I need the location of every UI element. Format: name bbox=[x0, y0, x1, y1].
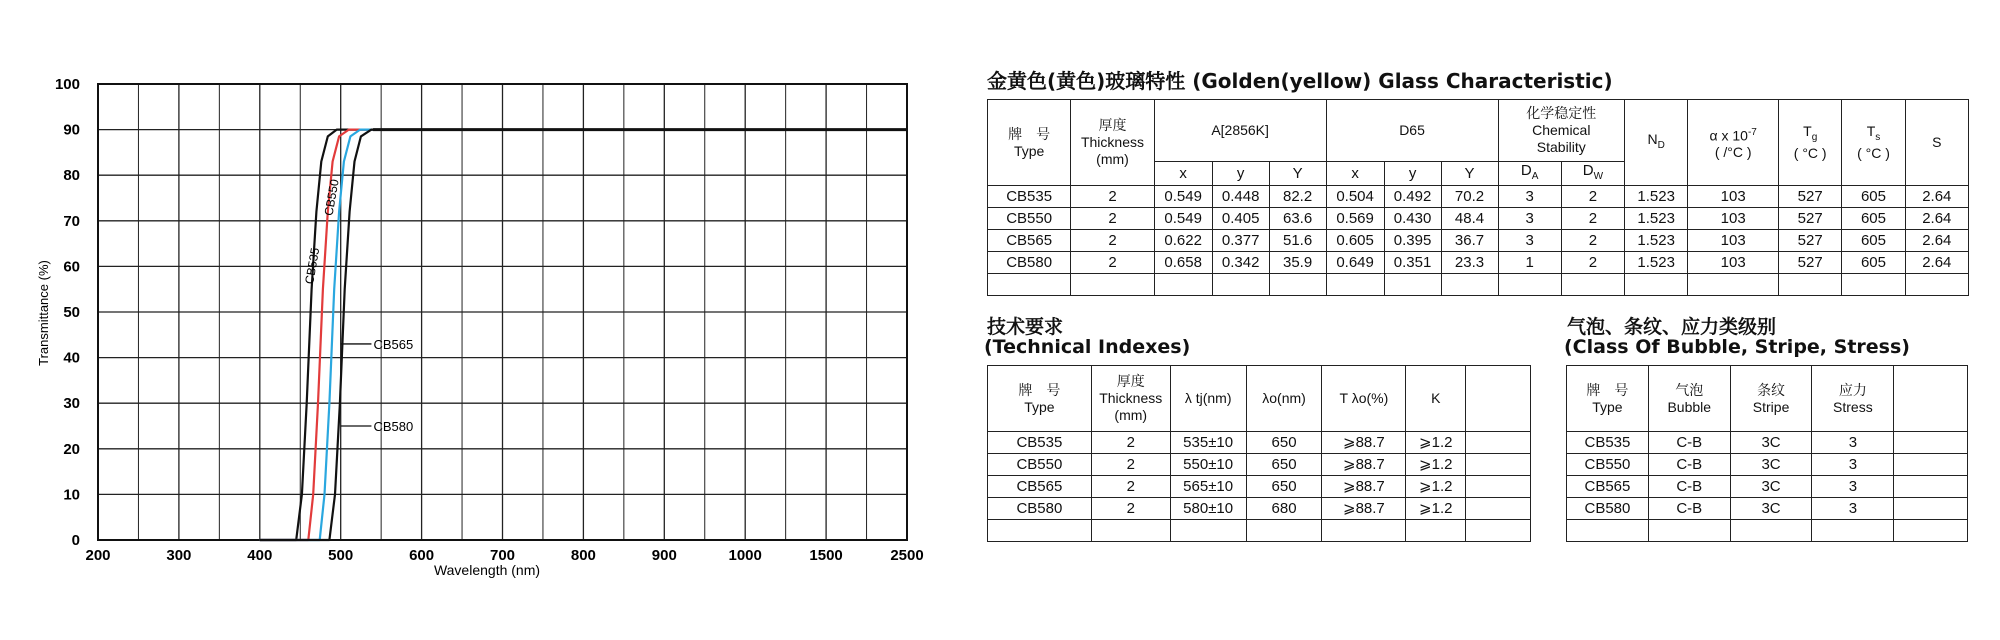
table-cell: 63.6 bbox=[1269, 208, 1326, 230]
header-type bbox=[1567, 366, 1649, 432]
table-cell: 2 bbox=[1091, 454, 1170, 476]
header-ts-unit: ( °C ) bbox=[1857, 145, 1890, 162]
table-cell: 2 bbox=[1091, 476, 1170, 498]
table-cell: 527 bbox=[1779, 208, 1842, 230]
subheader-d65-x: x bbox=[1326, 162, 1384, 186]
header-thickness-unit: (mm) bbox=[1114, 407, 1148, 423]
bubble-header-row bbox=[1567, 366, 1968, 432]
table-cell: 2.64 bbox=[1905, 186, 1968, 208]
header-type-en: Type bbox=[1592, 398, 1623, 415]
y-tick-label: 70 bbox=[63, 212, 80, 230]
header-ts-sub: s bbox=[1875, 131, 1881, 143]
curve-label-cb565: CB565 bbox=[373, 336, 414, 352]
header-bubble-en: Bubble bbox=[1667, 398, 1712, 415]
chart-tick-labels bbox=[55, 76, 924, 564]
table-cell: 2.64 bbox=[1905, 252, 1968, 274]
table-row bbox=[988, 252, 1969, 274]
transmittance-chart bbox=[0, 0, 960, 640]
header-type-en: Type bbox=[1013, 142, 1045, 159]
y-tick-label: 30 bbox=[63, 395, 80, 413]
technical-header-row bbox=[988, 366, 1531, 432]
table-cell: 0.504 bbox=[1326, 186, 1384, 208]
curve-label-cb535: CB535 bbox=[302, 246, 323, 286]
header-lambda-o: λo(nm) bbox=[1246, 366, 1322, 432]
x-tick-label: 1500 bbox=[809, 547, 843, 564]
curve-label-cb580: CB580 bbox=[373, 419, 414, 434]
subheader-d65-Y: Y bbox=[1441, 162, 1498, 186]
x-tick-label: 400 bbox=[247, 547, 273, 564]
table-cell: C-B bbox=[1648, 454, 1730, 476]
table-cell: 565±10 bbox=[1170, 476, 1246, 498]
table-cell: CB565 bbox=[988, 230, 1071, 252]
table-row bbox=[988, 454, 1531, 476]
table-cell: 36.7 bbox=[1441, 230, 1498, 252]
table-cell: ⩾1.2 bbox=[1406, 498, 1466, 520]
table-cell: 0.377 bbox=[1212, 230, 1269, 252]
header-t-lambda-o: T λo(%) bbox=[1322, 366, 1406, 432]
header-ts bbox=[1842, 100, 1905, 186]
table-cell: 605 bbox=[1842, 208, 1905, 230]
table-cell: 1.523 bbox=[1625, 252, 1688, 274]
header-nd-main: N bbox=[1647, 131, 1658, 148]
table-row-empty bbox=[988, 274, 1969, 296]
header-s: S bbox=[1905, 100, 1968, 186]
header-chem-en1: Chemical bbox=[1532, 122, 1591, 138]
characteristics-title: 金黄色(黄色)玻璃特性 (Golden(yellow) Glass Characteristic) bbox=[987, 69, 1613, 93]
table-cell: CB580 bbox=[988, 252, 1071, 274]
x-axis-label: Wavelength (nm) bbox=[433, 562, 541, 578]
header-empty bbox=[1894, 366, 1968, 432]
curve-label-cb550: CB550 bbox=[321, 178, 342, 217]
table-cell: 2 bbox=[1561, 230, 1624, 252]
table-cell: 2 bbox=[1561, 252, 1624, 274]
characteristics-header-row bbox=[988, 100, 1969, 162]
header-stress-cn: 应力 bbox=[1838, 381, 1867, 398]
y-tick-label: 10 bbox=[63, 486, 80, 504]
header-type bbox=[988, 366, 1092, 432]
table-cell: 3 bbox=[1498, 208, 1561, 230]
table-cell: 3C bbox=[1730, 454, 1812, 476]
table-cell: 0.569 bbox=[1326, 208, 1384, 230]
table-cell: 0.605 bbox=[1326, 230, 1384, 252]
table-cell: 103 bbox=[1688, 208, 1779, 230]
y-tick-label: 80 bbox=[63, 167, 80, 185]
table-cell: ⩾1.2 bbox=[1406, 432, 1466, 454]
table-cell: 0.622 bbox=[1154, 230, 1212, 252]
table-cell: ⩾1.2 bbox=[1406, 454, 1466, 476]
table-cell: 580±10 bbox=[1170, 498, 1246, 520]
header-thickness-unit: (mm) bbox=[1096, 151, 1129, 167]
table-cell: CB550 bbox=[988, 454, 1092, 476]
table-cell: ⩾88.7 bbox=[1322, 476, 1406, 498]
table-cell: 2 bbox=[1561, 186, 1624, 208]
table-cell: 35.9 bbox=[1269, 252, 1326, 274]
header-type-cn: 牌 号 bbox=[1018, 381, 1061, 398]
table-cell: 650 bbox=[1246, 432, 1322, 454]
header-type-cn: 牌 号 bbox=[1586, 381, 1629, 398]
header-type-cn: 牌 号 bbox=[1008, 125, 1051, 142]
x-tick-label: 700 bbox=[489, 547, 516, 564]
subheader-d65-y: y bbox=[1384, 162, 1441, 186]
header-thickness-en: Thickness bbox=[1080, 134, 1144, 150]
table-cell: 3 bbox=[1812, 476, 1894, 498]
header-alpha bbox=[1688, 100, 1779, 186]
table-row bbox=[1567, 432, 1968, 454]
header-stripe bbox=[1730, 366, 1812, 432]
table-cell: 51.6 bbox=[1269, 230, 1326, 252]
header-nd-sub: D bbox=[1657, 139, 1665, 151]
header-stripe-en: Stripe bbox=[1752, 398, 1790, 415]
header-thickness bbox=[1091, 366, 1170, 432]
table-cell: 605 bbox=[1842, 186, 1905, 208]
technical-title-cn: 技术要求 bbox=[987, 316, 1064, 338]
table-cell: 0.351 bbox=[1384, 252, 1441, 274]
table-cell: C-B bbox=[1648, 498, 1730, 520]
table-cell: 0.395 bbox=[1384, 230, 1441, 252]
header-type bbox=[988, 100, 1071, 186]
header-tg-main: T bbox=[1803, 122, 1812, 139]
table-cell: 103 bbox=[1688, 252, 1779, 274]
table-cell: 2 bbox=[1091, 432, 1170, 454]
table-cell: C-B bbox=[1648, 476, 1730, 498]
header-tg-unit: ( °C ) bbox=[1793, 145, 1827, 162]
chart-grid bbox=[98, 84, 907, 540]
table-cell: 527 bbox=[1779, 230, 1842, 252]
table-row-empty bbox=[988, 520, 1531, 542]
header-tg-sub: g bbox=[1811, 131, 1818, 143]
table-cell: 0.405 bbox=[1212, 208, 1269, 230]
header-stress bbox=[1812, 366, 1894, 432]
table-cell: 0.549 bbox=[1154, 208, 1212, 230]
table-cell: 650 bbox=[1246, 454, 1322, 476]
table-cell: 2 bbox=[1071, 186, 1154, 208]
table-cell: 82.2 bbox=[1269, 186, 1326, 208]
header-thickness-en: Thickness bbox=[1099, 390, 1163, 406]
header-alpha-sup: -7 bbox=[1747, 126, 1757, 138]
x-tick-label: 1000 bbox=[728, 547, 762, 564]
table-cell: 3C bbox=[1730, 432, 1812, 454]
header-bubble bbox=[1648, 366, 1730, 432]
table-row bbox=[988, 432, 1531, 454]
subheader-a-x: x bbox=[1154, 162, 1212, 186]
table-cell: 3C bbox=[1730, 498, 1812, 520]
header-thickness-cn: 厚度 bbox=[1116, 373, 1145, 389]
table-cell: 2 bbox=[1071, 208, 1154, 230]
table-cell: 103 bbox=[1688, 230, 1779, 252]
table-cell: 535±10 bbox=[1170, 432, 1246, 454]
table-cell: CB535 bbox=[1567, 432, 1649, 454]
y-tick-label: 20 bbox=[63, 440, 80, 458]
header-bubble-cn: 气泡 bbox=[1675, 381, 1704, 398]
table-cell: 0.658 bbox=[1154, 252, 1212, 274]
table-cell: 1.523 bbox=[1625, 230, 1688, 252]
header-tg bbox=[1779, 100, 1842, 186]
characteristics-table bbox=[987, 99, 1969, 296]
header-type-en: Type bbox=[1024, 398, 1055, 415]
header-empty bbox=[1466, 366, 1531, 432]
table-cell: CB580 bbox=[1567, 498, 1649, 520]
y-tick-label: 100 bbox=[54, 76, 80, 93]
y-tick-label: 40 bbox=[63, 349, 80, 367]
table-cell: 3C bbox=[1730, 476, 1812, 498]
y-tick-label: 50 bbox=[63, 304, 80, 321]
table-row bbox=[988, 208, 1969, 230]
table-cell: 1.523 bbox=[1625, 208, 1688, 230]
table-cell: 3 bbox=[1812, 498, 1894, 520]
header-alpha-unit: ( /°C ) bbox=[1714, 144, 1752, 161]
table-cell: ⩾1.2 bbox=[1406, 476, 1466, 498]
table-cell: 605 bbox=[1842, 252, 1905, 274]
table-row bbox=[988, 498, 1531, 520]
table-cell: C-B bbox=[1648, 432, 1730, 454]
table-cell: 3 bbox=[1812, 454, 1894, 476]
x-tick-label: 900 bbox=[651, 547, 677, 564]
table-cell: CB550 bbox=[988, 208, 1071, 230]
x-tick-label: 500 bbox=[328, 547, 354, 564]
y-axis-label: Transmittance (%) bbox=[36, 260, 51, 366]
x-tick-label: 200 bbox=[85, 547, 111, 564]
table-cell: 0.342 bbox=[1212, 252, 1269, 274]
table-cell: 2.64 bbox=[1905, 230, 1968, 252]
header-chem-en2: Stability bbox=[1536, 139, 1586, 155]
table-cell: 2 bbox=[1071, 230, 1154, 252]
header-thickness bbox=[1071, 100, 1154, 186]
technical-title-en: (Technical Indexes) bbox=[984, 336, 1191, 358]
table-row-empty bbox=[1567, 520, 1968, 542]
header-stripe-cn: 条纹 bbox=[1757, 381, 1786, 398]
table-row bbox=[1567, 454, 1968, 476]
header-thickness-cn: 厚度 bbox=[1098, 117, 1127, 133]
table-cell: 23.3 bbox=[1441, 252, 1498, 274]
table-cell: 0.430 bbox=[1384, 208, 1441, 230]
header-stress-en: Stress bbox=[1833, 398, 1873, 415]
bubble-title-cn: 气泡、条纹、应力类级别 bbox=[1567, 316, 1777, 338]
technical-table bbox=[987, 365, 1531, 542]
header-k: K bbox=[1406, 366, 1466, 432]
table-row bbox=[988, 186, 1969, 208]
table-cell: 605 bbox=[1842, 230, 1905, 252]
table-cell: CB550 bbox=[1567, 454, 1649, 476]
subheader-dw-sub: W bbox=[1593, 170, 1604, 182]
table-cell: 2.64 bbox=[1905, 208, 1968, 230]
table-cell: 0.492 bbox=[1384, 186, 1441, 208]
table-cell: 1 bbox=[1498, 252, 1561, 274]
table-row bbox=[1567, 476, 1968, 498]
x-tick-label: 800 bbox=[570, 547, 596, 564]
table-cell: 650 bbox=[1246, 476, 1322, 498]
table-row bbox=[1567, 498, 1968, 520]
subheader-dw bbox=[1561, 162, 1624, 186]
header-lambda-tj: λ tj(nm) bbox=[1170, 366, 1246, 432]
header-chem-cn: 化学稳定性 bbox=[1526, 105, 1597, 121]
x-tick-label: 2500 bbox=[890, 547, 924, 564]
table-cell: CB565 bbox=[1567, 476, 1649, 498]
table-cell: 2 bbox=[1071, 252, 1154, 274]
table-cell: 2 bbox=[1091, 498, 1170, 520]
header-a2856k: A[2856K] bbox=[1154, 100, 1326, 162]
header-d65: D65 bbox=[1326, 100, 1498, 162]
bubble-table bbox=[1566, 365, 1968, 542]
table-cell: CB535 bbox=[988, 432, 1092, 454]
table-cell: 0.649 bbox=[1326, 252, 1384, 274]
table-cell: ⩾88.7 bbox=[1322, 454, 1406, 476]
header-chemical-stability bbox=[1498, 100, 1625, 162]
header-ts-main: T bbox=[1866, 122, 1876, 139]
table-cell: CB535 bbox=[988, 186, 1071, 208]
table-cell: 3 bbox=[1498, 230, 1561, 252]
subheader-da bbox=[1498, 162, 1561, 186]
y-tick-label: 60 bbox=[63, 258, 80, 276]
header-alpha-main: α x 10 bbox=[1709, 127, 1748, 144]
subheader-da-main: D bbox=[1520, 161, 1532, 179]
table-row bbox=[988, 476, 1531, 498]
table-cell: 1.523 bbox=[1625, 186, 1688, 208]
y-tick-label: 90 bbox=[63, 121, 80, 139]
y-tick-label: 0 bbox=[71, 532, 80, 549]
table-cell: 3 bbox=[1498, 186, 1561, 208]
table-cell: 103 bbox=[1688, 186, 1779, 208]
subheader-a-Y: Y bbox=[1269, 162, 1326, 186]
table-cell: 527 bbox=[1779, 252, 1842, 274]
table-cell: 550±10 bbox=[1170, 454, 1246, 476]
bubble-title-en: (Class Of Bubble, Stripe, Stress) bbox=[1564, 336, 1910, 358]
table-cell: 527 bbox=[1779, 186, 1842, 208]
table-cell: 3 bbox=[1812, 432, 1894, 454]
table-cell: 2 bbox=[1561, 208, 1624, 230]
table-row bbox=[988, 230, 1969, 252]
table-cell: ⩾88.7 bbox=[1322, 432, 1406, 454]
table-cell: 680 bbox=[1246, 498, 1322, 520]
table-cell: 0.549 bbox=[1154, 186, 1212, 208]
subheader-a-y: y bbox=[1212, 162, 1269, 186]
table-cell: ⩾88.7 bbox=[1322, 498, 1406, 520]
header-nd bbox=[1625, 100, 1688, 186]
table-cell: CB580 bbox=[988, 498, 1092, 520]
x-tick-label: 600 bbox=[409, 547, 435, 564]
subheader-dw-main: D bbox=[1582, 161, 1594, 179]
table-cell: 0.448 bbox=[1212, 186, 1269, 208]
table-cell: CB565 bbox=[988, 476, 1092, 498]
table-cell: 48.4 bbox=[1441, 208, 1498, 230]
table-cell: 70.2 bbox=[1441, 186, 1498, 208]
x-tick-label: 300 bbox=[166, 547, 192, 564]
subheader-da-sub: A bbox=[1531, 170, 1539, 182]
